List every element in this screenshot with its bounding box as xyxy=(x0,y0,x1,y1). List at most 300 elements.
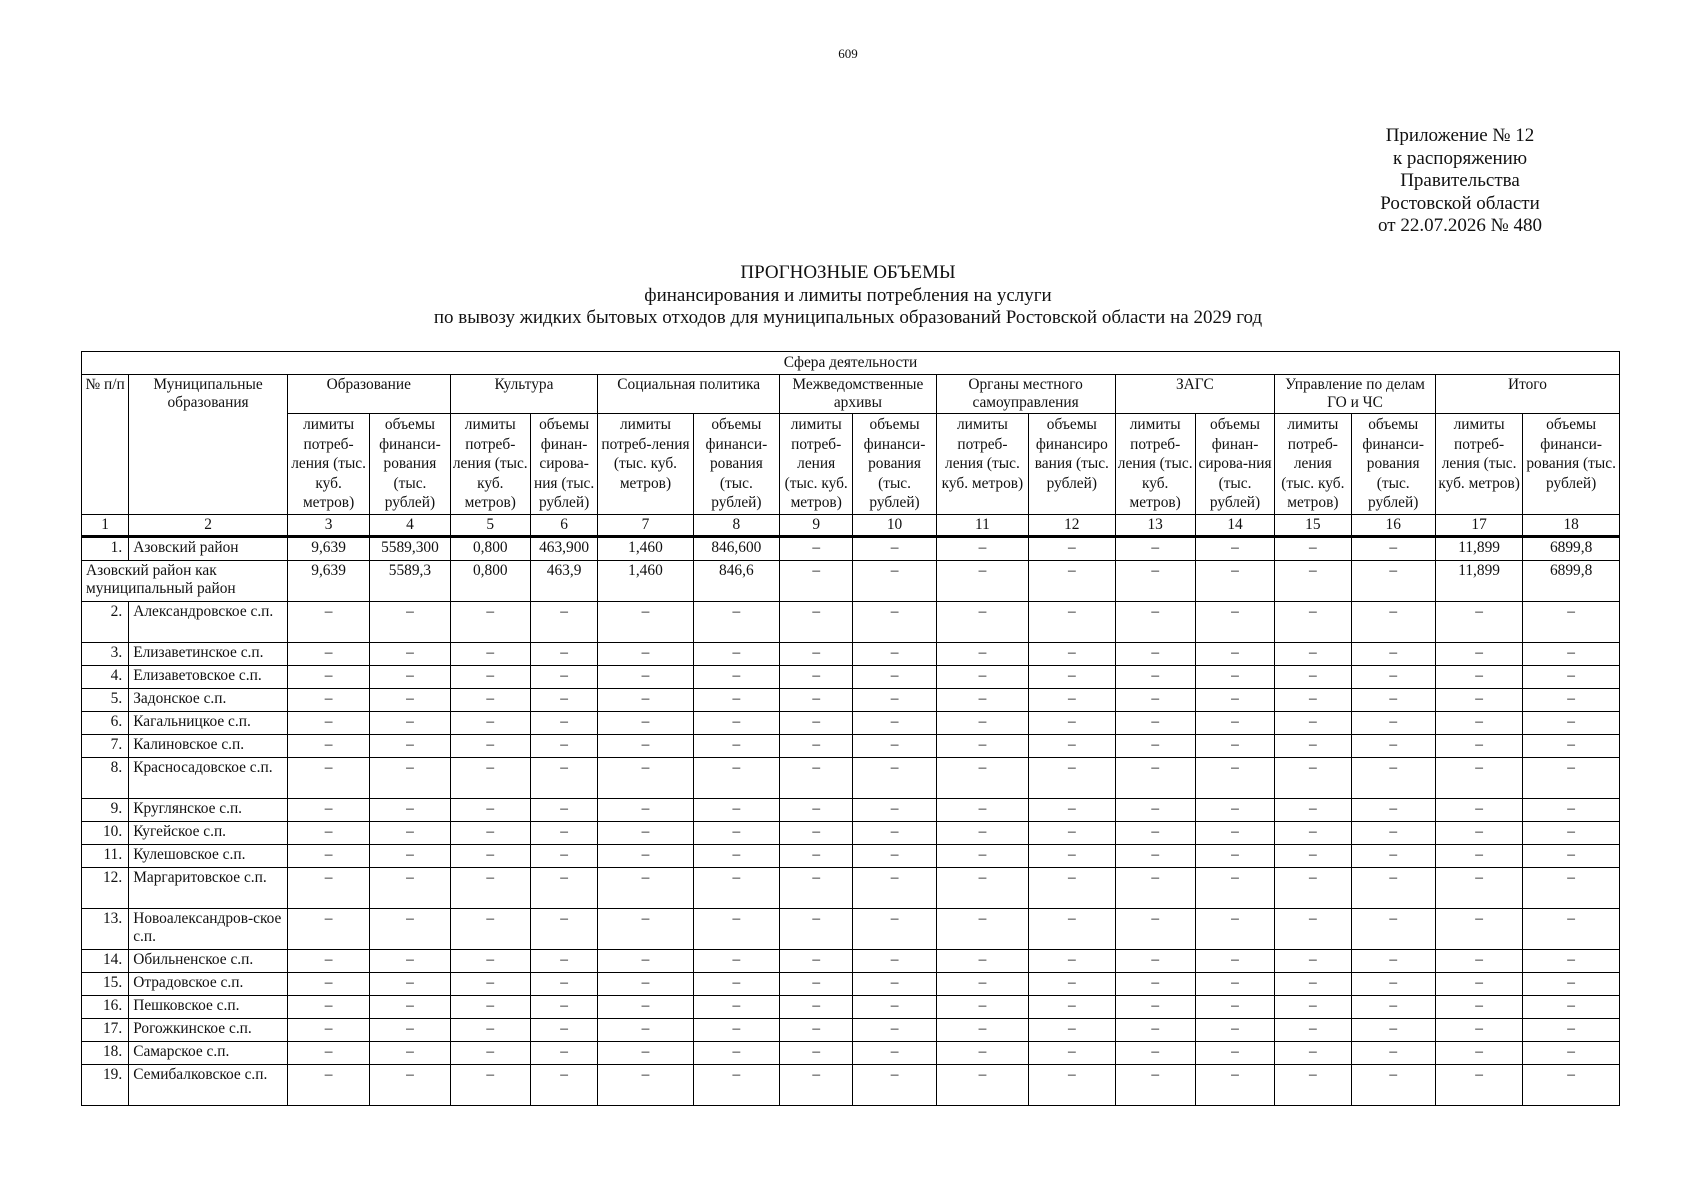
value-cell: – xyxy=(370,821,450,844)
value-cell: – xyxy=(1351,688,1435,711)
municipality-name-cell: Азовский район xyxy=(129,536,288,560)
value-cell: – xyxy=(1115,688,1195,711)
value-cell: – xyxy=(1435,949,1522,972)
value-cell: – xyxy=(1195,560,1274,601)
value-cell: – xyxy=(370,757,450,798)
value-cell: – xyxy=(693,1018,779,1041)
value-cell: – xyxy=(853,642,936,665)
table-row xyxy=(82,972,1620,995)
value-cell: – xyxy=(936,1064,1028,1105)
value-cell: – xyxy=(530,734,597,757)
value-cell: – xyxy=(450,711,530,734)
value-cell: – xyxy=(1029,908,1115,949)
value-cell: – xyxy=(853,867,936,908)
municipality-name-cell: Красносадовское с.п. xyxy=(129,757,288,798)
row-number-cell: 5. xyxy=(82,688,129,711)
value-cell: – xyxy=(1275,688,1351,711)
value-cell: 9,639 xyxy=(287,560,369,601)
value-cell: – xyxy=(1275,867,1351,908)
value-cell: – xyxy=(598,688,693,711)
column-numbering-row xyxy=(82,514,1620,536)
value-cell: 846,600 xyxy=(693,536,779,560)
sub-header: объемы финанси-рования (тыс. рублей) xyxy=(1523,414,1620,515)
document-title xyxy=(0,262,1696,330)
value-cell: – xyxy=(693,844,779,867)
value-cell: – xyxy=(1195,908,1274,949)
table-row xyxy=(82,1041,1620,1064)
value-cell: – xyxy=(1523,949,1620,972)
value-cell: – xyxy=(1435,711,1522,734)
value-cell: – xyxy=(693,995,779,1018)
value-cell: – xyxy=(1195,1018,1274,1041)
value-cell: – xyxy=(1029,1018,1115,1041)
value-cell: – xyxy=(1275,798,1351,821)
value-cell: – xyxy=(1275,536,1351,560)
value-cell: 463,9 xyxy=(530,560,597,601)
value-cell: – xyxy=(780,1018,853,1041)
value-cell: – xyxy=(450,798,530,821)
value-cell: – xyxy=(1275,665,1351,688)
sub-header: объемы финанси-рования (тыс. рублей) xyxy=(370,414,450,515)
value-cell: – xyxy=(1435,642,1522,665)
table-row xyxy=(82,867,1620,908)
value-cell: – xyxy=(780,995,853,1018)
group-header: ЗАГС xyxy=(1115,375,1275,414)
column-number-cell: 15 xyxy=(1275,514,1351,536)
value-cell: – xyxy=(450,665,530,688)
value-cell: – xyxy=(1351,642,1435,665)
value-cell: – xyxy=(693,972,779,995)
value-cell: – xyxy=(1029,536,1115,560)
table-row xyxy=(82,734,1620,757)
value-cell: – xyxy=(598,1064,693,1105)
municipality-name-cell: Отрадовское с.п. xyxy=(129,972,288,995)
value-cell: – xyxy=(853,601,936,642)
value-cell: – xyxy=(598,642,693,665)
value-cell: – xyxy=(853,536,936,560)
column-number-cell: 7 xyxy=(598,514,693,536)
value-cell: – xyxy=(1435,821,1522,844)
value-cell: – xyxy=(1115,798,1195,821)
value-cell: – xyxy=(853,995,936,1018)
value-cell: – xyxy=(936,711,1028,734)
value-cell: – xyxy=(780,949,853,972)
value-cell: – xyxy=(1275,949,1351,972)
value-cell: – xyxy=(693,688,779,711)
value-cell: – xyxy=(1435,844,1522,867)
value-cell: – xyxy=(1029,844,1115,867)
value-cell: – xyxy=(370,1064,450,1105)
value-cell: – xyxy=(1351,908,1435,949)
value-cell: – xyxy=(287,1018,369,1041)
column-number-cell: 12 xyxy=(1029,514,1115,536)
value-cell: – xyxy=(1275,757,1351,798)
value-cell: – xyxy=(287,995,369,1018)
value-cell: – xyxy=(1115,642,1195,665)
value-cell: 1,460 xyxy=(598,560,693,601)
column-number-cell: 9 xyxy=(780,514,853,536)
value-cell: – xyxy=(370,1041,450,1064)
value-cell: – xyxy=(370,867,450,908)
row-number-cell: 1. xyxy=(82,536,129,560)
value-cell: – xyxy=(780,757,853,798)
value-cell: – xyxy=(1275,1018,1351,1041)
value-cell: – xyxy=(1435,734,1522,757)
value-cell: – xyxy=(287,711,369,734)
value-cell: – xyxy=(1275,560,1351,601)
value-cell: – xyxy=(1435,1064,1522,1105)
value-cell: – xyxy=(936,757,1028,798)
value-cell: – xyxy=(1275,642,1351,665)
value-cell: – xyxy=(450,757,530,798)
value-cell: – xyxy=(1115,844,1195,867)
value-cell: – xyxy=(1195,798,1274,821)
col-number-header: № п/п xyxy=(82,375,129,515)
row-number-cell: 12. xyxy=(82,867,129,908)
table-row xyxy=(82,844,1620,867)
value-cell: – xyxy=(1195,757,1274,798)
column-number-cell: 3 xyxy=(287,514,369,536)
municipality-name-cell: Елизаветовское с.п. xyxy=(129,665,288,688)
value-cell: – xyxy=(1351,798,1435,821)
value-cell: – xyxy=(287,798,369,821)
table-row xyxy=(82,1064,1620,1105)
row-number-cell: 7. xyxy=(82,734,129,757)
value-cell: – xyxy=(370,665,450,688)
value-cell: – xyxy=(1523,1041,1620,1064)
value-cell: – xyxy=(853,1064,936,1105)
value-cell: – xyxy=(287,821,369,844)
value-cell: – xyxy=(780,560,853,601)
row-number-cell: 13. xyxy=(82,908,129,949)
page-number: 609 xyxy=(838,46,858,61)
value-cell: – xyxy=(370,908,450,949)
value-cell: – xyxy=(936,560,1028,601)
column-number-cell: 10 xyxy=(853,514,936,536)
value-cell: – xyxy=(1195,536,1274,560)
value-cell: – xyxy=(1435,757,1522,798)
value-cell: – xyxy=(693,642,779,665)
sub-header: объемы финан-сирова-ния (тыс. рублей) xyxy=(1195,414,1274,515)
approval-line: Ростовской области xyxy=(1380,192,1540,214)
value-cell: – xyxy=(1195,642,1274,665)
value-cell: – xyxy=(1029,1064,1115,1105)
value-cell: – xyxy=(530,821,597,844)
value-cell: – xyxy=(1029,867,1115,908)
table-row xyxy=(82,908,1620,949)
value-cell: – xyxy=(530,798,597,821)
row-number-cell: 18. xyxy=(82,1041,129,1064)
value-cell: – xyxy=(853,798,936,821)
municipality-name-cell: Калиновское с.п. xyxy=(129,734,288,757)
value-cell: – xyxy=(780,734,853,757)
value-cell: – xyxy=(598,711,693,734)
table-row xyxy=(82,665,1620,688)
value-cell: – xyxy=(780,711,853,734)
value-cell: – xyxy=(853,972,936,995)
value-cell: – xyxy=(1029,949,1115,972)
value-cell: – xyxy=(693,1041,779,1064)
value-cell: – xyxy=(1115,1041,1195,1064)
municipality-name-cell: Пешковское с.п. xyxy=(129,995,288,1018)
table-row xyxy=(82,757,1620,798)
value-cell: – xyxy=(598,821,693,844)
forecast-table xyxy=(81,351,1620,1106)
value-cell: – xyxy=(1115,665,1195,688)
municipality-name-cell: Маргаритовское с.п. xyxy=(129,867,288,908)
column-number-cell: 2 xyxy=(129,514,288,536)
row-number-cell: 6. xyxy=(82,711,129,734)
value-cell: – xyxy=(287,972,369,995)
value-cell: – xyxy=(1029,995,1115,1018)
value-cell: – xyxy=(1029,757,1115,798)
value-cell: – xyxy=(1523,734,1620,757)
municipality-name-cell: Новоалександров-ское с.п. xyxy=(129,908,288,949)
value-cell: – xyxy=(450,995,530,1018)
value-cell: – xyxy=(780,821,853,844)
value-cell: 0,800 xyxy=(450,560,530,601)
value-cell: 11,899 xyxy=(1435,560,1522,601)
table-row xyxy=(82,688,1620,711)
value-cell: – xyxy=(1115,1064,1195,1105)
value-cell: 0,800 xyxy=(450,536,530,560)
value-cell: – xyxy=(1351,867,1435,908)
value-cell: – xyxy=(1029,734,1115,757)
value-cell: – xyxy=(598,757,693,798)
value-cell: – xyxy=(598,867,693,908)
value-cell: – xyxy=(598,949,693,972)
value-cell: – xyxy=(598,601,693,642)
value-cell: – xyxy=(598,1041,693,1064)
sub-header: лимиты потреб-ления (тыс. куб. метров) xyxy=(287,414,369,515)
value-cell: – xyxy=(450,601,530,642)
value-cell: – xyxy=(780,665,853,688)
value-cell: – xyxy=(450,688,530,711)
value-cell: – xyxy=(853,844,936,867)
sub-header: объемы финансиро вания (тыс. рублей) xyxy=(1029,414,1115,515)
value-cell: – xyxy=(530,867,597,908)
value-cell: – xyxy=(370,995,450,1018)
column-number-cell: 8 xyxy=(693,514,779,536)
table-row xyxy=(82,949,1620,972)
sub-header: лимиты потреб-ления (тыс. куб. метров) xyxy=(1115,414,1195,515)
table-row xyxy=(82,821,1620,844)
value-cell: – xyxy=(1195,844,1274,867)
value-cell: – xyxy=(936,908,1028,949)
value-cell: – xyxy=(370,642,450,665)
value-cell: – xyxy=(1115,821,1195,844)
title-line: по вывозу жидких бытовых отходов для муниципальных образований Ростовской области на 2029 год xyxy=(433,307,1263,328)
value-cell: – xyxy=(780,1064,853,1105)
value-cell: – xyxy=(1275,972,1351,995)
value-cell: 5589,300 xyxy=(370,536,450,560)
value-cell: – xyxy=(287,1064,369,1105)
sub-header: лимиты потреб-ления (тыс. куб. метров) xyxy=(936,414,1028,515)
value-cell: – xyxy=(1029,560,1115,601)
column-number-cell: 4 xyxy=(370,514,450,536)
value-cell: – xyxy=(1275,1064,1351,1105)
value-cell: – xyxy=(1523,642,1620,665)
value-cell: – xyxy=(1523,757,1620,798)
table-row xyxy=(82,711,1620,734)
sub-header: лимиты потреб-ления (тыс. куб. метров) xyxy=(780,414,853,515)
value-cell: – xyxy=(1351,844,1435,867)
approval-line: к распоряжению xyxy=(1392,147,1528,169)
municipality-name-cell: Семибалковское с.п. xyxy=(129,1064,288,1105)
column-number-cell: 16 xyxy=(1351,514,1435,536)
value-cell: – xyxy=(287,665,369,688)
value-cell: – xyxy=(450,642,530,665)
value-cell: – xyxy=(1523,844,1620,867)
value-cell: – xyxy=(853,1041,936,1064)
value-cell: – xyxy=(530,844,597,867)
value-cell: – xyxy=(530,1064,597,1105)
value-cell: – xyxy=(853,688,936,711)
group-header: Итого xyxy=(1435,375,1619,414)
value-cell: – xyxy=(936,665,1028,688)
sub-header: объемы финан-сирова-ния (тыс. рублей) xyxy=(530,414,597,515)
value-cell: – xyxy=(853,821,936,844)
value-cell: – xyxy=(598,665,693,688)
value-cell: – xyxy=(1115,601,1195,642)
approval-line: от 22.07.2026 № 480 xyxy=(1378,215,1542,236)
row-number-cell: 17. xyxy=(82,1018,129,1041)
value-cell: – xyxy=(1351,734,1435,757)
value-cell: – xyxy=(1351,560,1435,601)
value-cell: – xyxy=(450,949,530,972)
approval-stamp xyxy=(1360,125,1560,238)
value-cell: – xyxy=(287,601,369,642)
value-cell: – xyxy=(287,734,369,757)
value-cell: – xyxy=(780,908,853,949)
group-header: Образование xyxy=(287,375,450,414)
group-header: Межведомственные архивы xyxy=(780,375,937,414)
value-cell: – xyxy=(1351,995,1435,1018)
value-cell: – xyxy=(1195,995,1274,1018)
group-header: Культура xyxy=(450,375,598,414)
sub-header: лимиты потреб-ления (тыс. куб. метров) xyxy=(1275,414,1351,515)
value-cell: – xyxy=(450,734,530,757)
value-cell: – xyxy=(1435,798,1522,821)
value-cell: – xyxy=(936,821,1028,844)
municipality-name-cell: Круглянское с.п. xyxy=(129,798,288,821)
approval-line: Правительства xyxy=(1400,170,1520,191)
value-cell: 463,900 xyxy=(530,536,597,560)
value-cell: – xyxy=(450,1018,530,1041)
row-number-cell: 11. xyxy=(82,844,129,867)
value-cell: – xyxy=(1523,688,1620,711)
value-cell: – xyxy=(370,601,450,642)
municipality-name-cell: Кулешовское с.п. xyxy=(129,844,288,867)
value-cell: – xyxy=(1115,757,1195,798)
value-cell: – xyxy=(370,949,450,972)
value-cell: – xyxy=(287,867,369,908)
value-cell: – xyxy=(450,908,530,949)
sub-header: лимиты потреб-ления (тыс. куб. метров) xyxy=(598,414,693,515)
value-cell: – xyxy=(1115,560,1195,601)
municipality-name-cell: Елизаветинское с.п. xyxy=(129,642,288,665)
value-cell: – xyxy=(693,798,779,821)
value-cell: – xyxy=(936,867,1028,908)
municipality-name-cell: Кугейское с.п. xyxy=(129,821,288,844)
value-cell: – xyxy=(1195,867,1274,908)
value-cell: – xyxy=(693,665,779,688)
value-cell: – xyxy=(530,1041,597,1064)
value-cell: – xyxy=(1275,908,1351,949)
value-cell: 6899,8 xyxy=(1523,536,1620,560)
sub-header: объемы финанси-рования (тыс. рублей) xyxy=(853,414,936,515)
municipality-name-cell: Кагальницкое с.п. xyxy=(129,711,288,734)
value-cell: – xyxy=(780,867,853,908)
value-cell: – xyxy=(287,844,369,867)
value-cell: – xyxy=(1275,734,1351,757)
value-cell: – xyxy=(450,972,530,995)
value-cell: – xyxy=(1195,601,1274,642)
value-cell: – xyxy=(936,972,1028,995)
value-cell: – xyxy=(1115,972,1195,995)
value-cell: – xyxy=(287,949,369,972)
value-cell: – xyxy=(370,972,450,995)
municipality-name-cell: Азовский район как муниципальный район xyxy=(82,560,288,601)
value-cell: – xyxy=(287,1041,369,1064)
sub-header: объемы финанси-рования (тыс. рублей) xyxy=(1351,414,1435,515)
value-cell: – xyxy=(1195,734,1274,757)
value-cell: – xyxy=(1029,1041,1115,1064)
value-cell: 11,899 xyxy=(1435,536,1522,560)
group-header: Управление по делам ГО и ЧС xyxy=(1275,375,1436,414)
table-row xyxy=(82,1018,1620,1041)
value-cell: – xyxy=(370,1018,450,1041)
table-row xyxy=(82,798,1620,821)
value-cell: 9,639 xyxy=(287,536,369,560)
value-cell: – xyxy=(1275,601,1351,642)
value-cell: – xyxy=(936,601,1028,642)
value-cell: – xyxy=(1115,995,1195,1018)
value-cell: – xyxy=(1029,601,1115,642)
row-number-cell: 2. xyxy=(82,601,129,642)
value-cell: – xyxy=(780,536,853,560)
value-cell: – xyxy=(1351,665,1435,688)
value-cell: – xyxy=(936,642,1028,665)
value-cell: – xyxy=(1195,972,1274,995)
value-cell: – xyxy=(780,844,853,867)
value-cell: – xyxy=(1115,711,1195,734)
value-cell: – xyxy=(780,688,853,711)
value-cell: – xyxy=(370,844,450,867)
column-number-cell: 14 xyxy=(1195,514,1274,536)
value-cell: – xyxy=(853,757,936,798)
title-line: ПРОГНОЗНЫЕ ОБЪЕМЫ xyxy=(740,262,956,283)
value-cell: – xyxy=(598,995,693,1018)
value-cell: – xyxy=(1523,798,1620,821)
value-cell: – xyxy=(1523,972,1620,995)
value-cell: – xyxy=(936,798,1028,821)
column-number-cell: 13 xyxy=(1115,514,1195,536)
value-cell: – xyxy=(1029,642,1115,665)
value-cell: – xyxy=(936,844,1028,867)
value-cell: – xyxy=(693,949,779,972)
value-cell: – xyxy=(1523,995,1620,1018)
value-cell: – xyxy=(780,642,853,665)
value-cell: – xyxy=(1351,711,1435,734)
row-number-cell: 14. xyxy=(82,949,129,972)
value-cell: – xyxy=(287,688,369,711)
value-cell: – xyxy=(1195,949,1274,972)
value-cell: – xyxy=(780,798,853,821)
value-cell: – xyxy=(853,711,936,734)
municipality-name-cell: Задонское с.п. xyxy=(129,688,288,711)
value-cell: – xyxy=(1195,1064,1274,1105)
